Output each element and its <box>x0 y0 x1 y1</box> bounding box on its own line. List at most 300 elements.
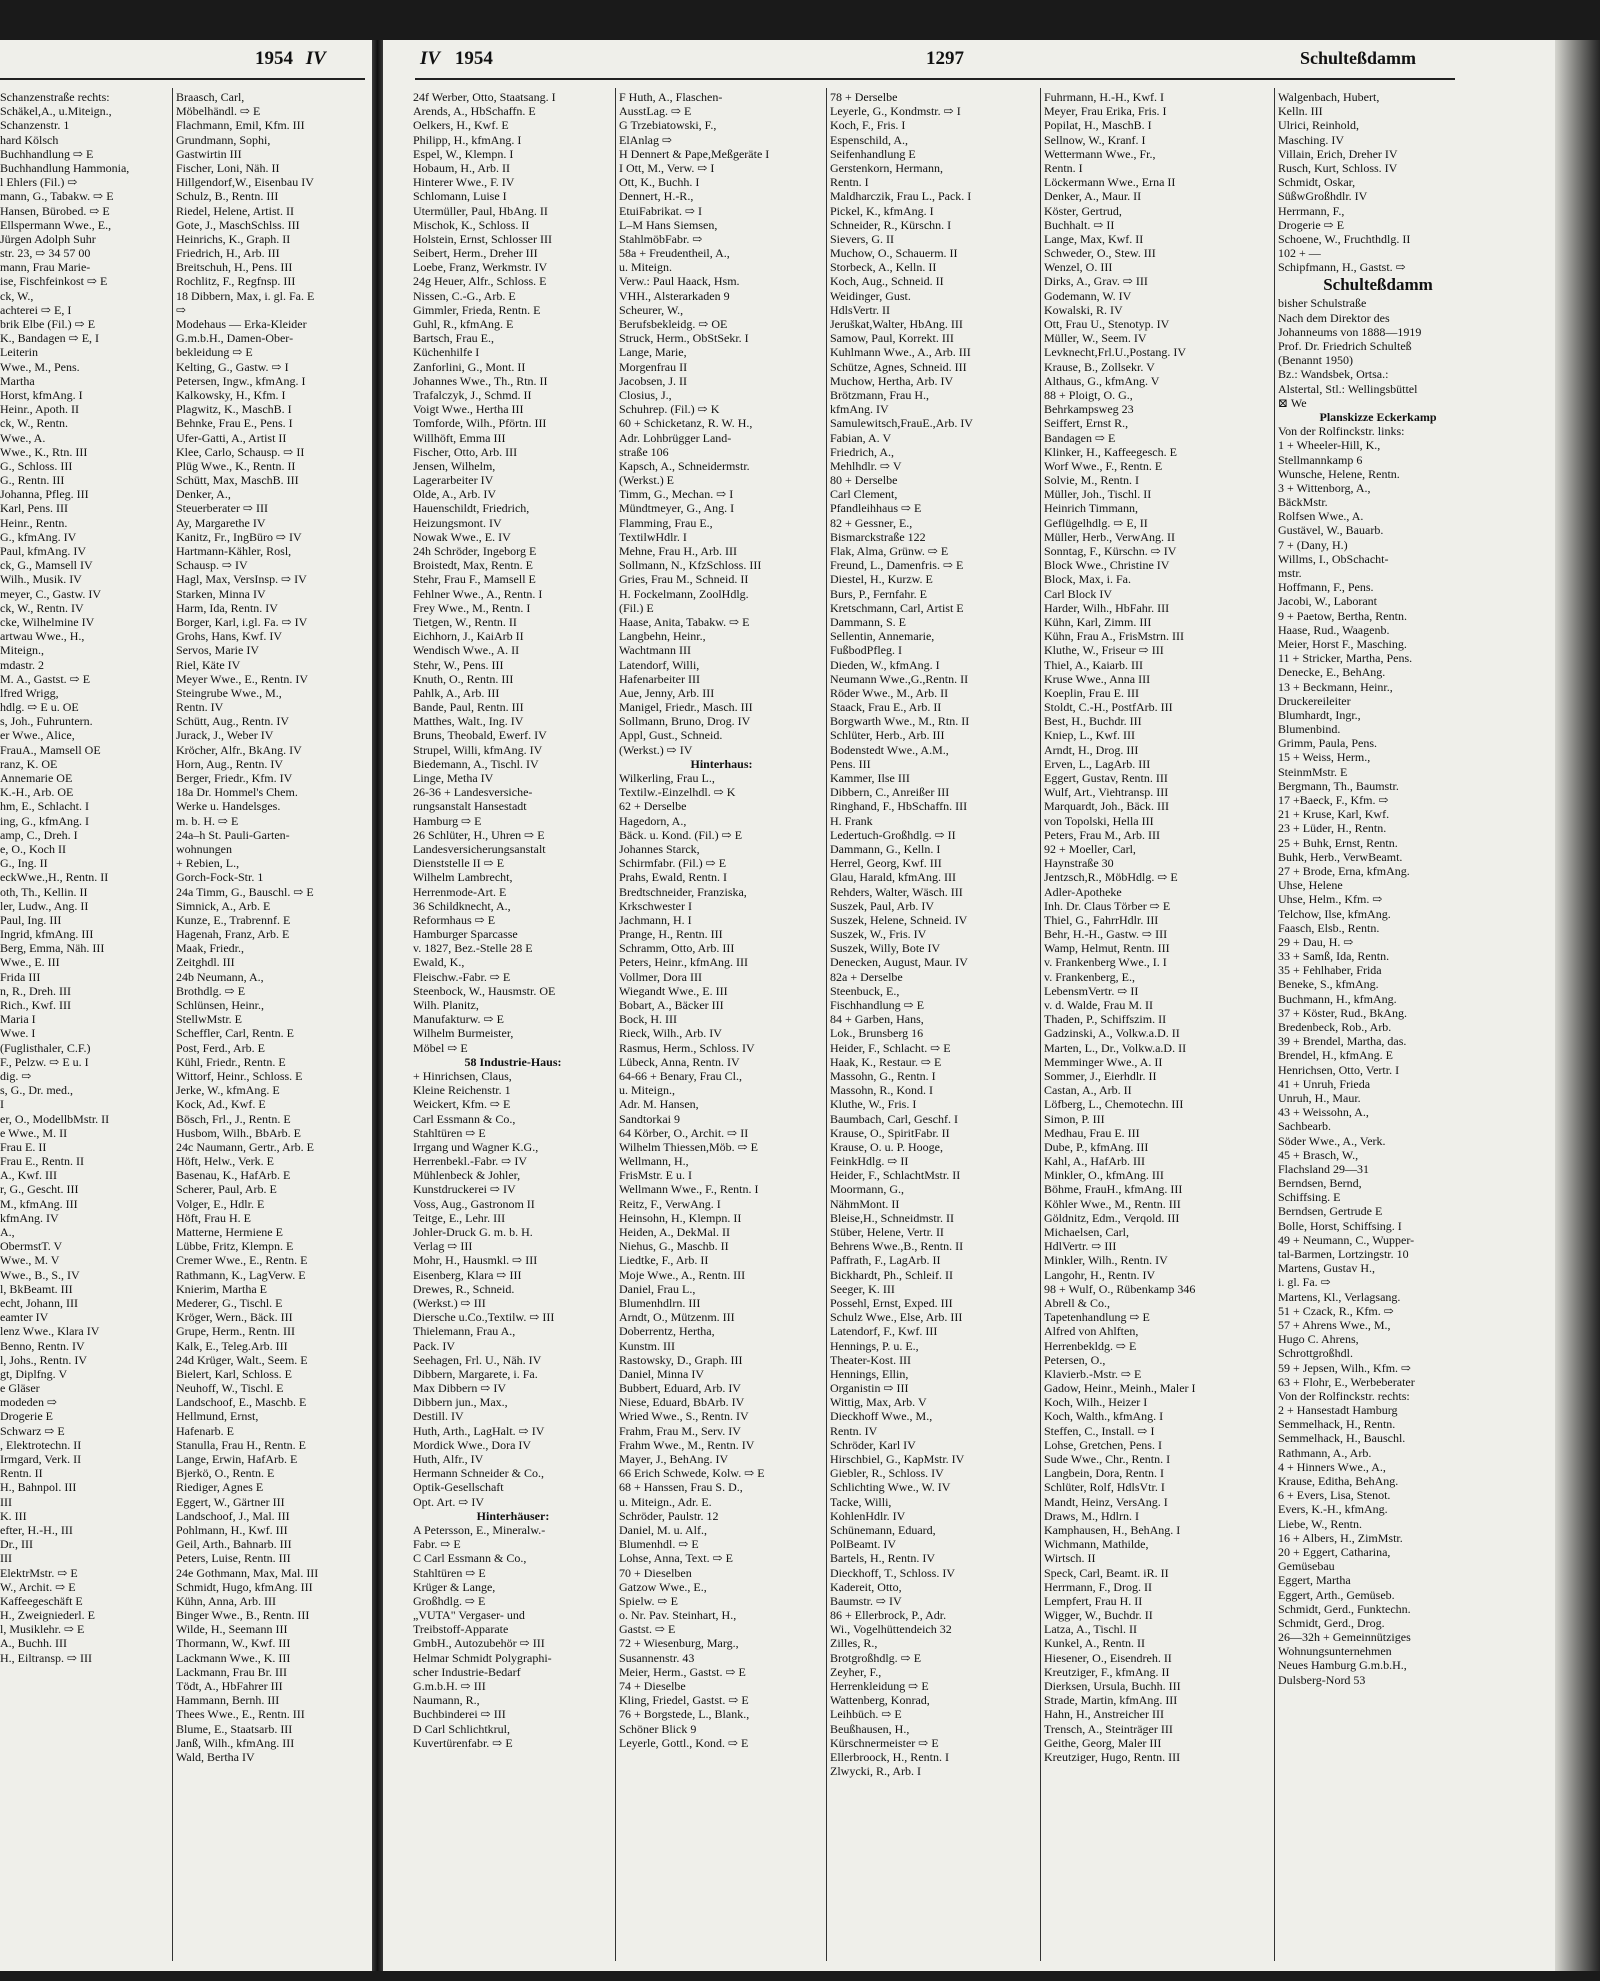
directory-entry: Gadow, Heinr., Meinh., Maler I <box>1044 1381 1196 1396</box>
directory-entry: Levknecht,Frl.U.,Postang. IV <box>1044 345 1186 360</box>
directory-entry: 41 + Unruh, Frieda <box>1278 1076 1371 1091</box>
directory-entry: eamter IV <box>0 1310 49 1325</box>
directory-entry: s, Joh., Fuhruntern. <box>0 714 93 729</box>
directory-entry: Tapetenhandlung ⇨ E <box>1044 1310 1150 1325</box>
directory-entry: Karl, Pens. III <box>0 501 68 516</box>
directory-entry: Marten, L., Dr., Volkw.a.D. II <box>1044 1040 1187 1055</box>
directory-entry: Meier, Herm., Gastst. ⇨ E <box>619 1664 746 1679</box>
directory-entry: Schöner Blick 9 <box>619 1721 697 1736</box>
directory-entry: s, G., Dr. med., <box>0 1083 73 1098</box>
directory-entry: Wilhelm Lambrecht, <box>413 870 513 885</box>
directory-entry: Wilh. Planitz, <box>413 998 479 1012</box>
directory-entry: Teitge, E., Lehr. III <box>413 1210 506 1225</box>
directory-entry: Kleine Reichenstr. 1 <box>413 1083 511 1098</box>
directory-entry: Friedrich, H., Arb. III <box>176 246 280 261</box>
directory-entry: Muchow, O., Schauerm. II <box>830 246 958 261</box>
directory-entry: Tomforde, Wilh., Pförtn. III <box>413 416 547 431</box>
directory-entry: Werke u. Handelsges. <box>176 799 281 814</box>
directory-entry: 64-66 + Benary, Frau Cl., <box>619 1068 742 1083</box>
directory-entry: 24e Gothmann, Max, Mal. III <box>176 1565 319 1580</box>
directory-entry: Tödt, A., HbFahrer III <box>176 1679 283 1693</box>
directory-entry: Latendorf, F., Kwf. III <box>830 1324 938 1339</box>
section-heading: Hinterhaus: <box>690 756 753 771</box>
directory-entry: Thiel, A., Kaiarb. III <box>1044 657 1143 672</box>
directory-entry: Kapsch, A., Schneidermstr. <box>619 458 750 473</box>
directory-entry: A., <box>0 1225 15 1239</box>
directory-entry: Wunsche, Helene, Rentn. <box>1278 466 1400 481</box>
directory-entry: Ott, K., Buchh. I <box>619 175 700 190</box>
directory-entry: Krüger & Lange, <box>413 1579 496 1594</box>
directory-entry: Lange, Marie, <box>619 345 687 360</box>
directory-entry: Knuth, O., Rentn. III <box>413 671 514 686</box>
directory-entry: Wi., Vogelhüttendeich 32 <box>830 1622 952 1637</box>
directory-entry: 62 + Derselbe <box>619 799 687 814</box>
directory-entry: Sellentin, Annemarie, <box>830 629 935 644</box>
directory-entry: Liebe, W., Rentn. <box>1278 1516 1362 1531</box>
directory-entry: 24d Krüger, Walt., Seem. E <box>176 1352 308 1367</box>
directory-entry: Schanzenstr. 1 <box>0 118 70 133</box>
directory-entry: Sollmann, N., KfzSchloss. III <box>619 558 762 573</box>
directory-entry: Servos, Marie IV <box>176 643 259 658</box>
directory-entry: Erven, L., LagArb. III <box>1044 756 1151 771</box>
directory-entry: Jacobi, W., Laborant <box>1278 594 1377 609</box>
directory-entry: Wittorf, Heinr., Schloss. E <box>176 1068 303 1083</box>
directory-entry: HdlVertr. ⇨ III <box>1044 1239 1117 1254</box>
directory-entry: Jerke, W., kfmAng. E <box>176 1083 280 1098</box>
directory-entry: (Werkst.) ⇨ III <box>413 1295 486 1310</box>
directory-entry: Seiffert, Ernst R., <box>1044 416 1129 431</box>
directory-entry: 24g Heuer, Alfr., Schloss. E <box>413 274 547 289</box>
directory-entry: Riel, Käte IV <box>176 657 241 672</box>
directory-entry: Pfandleihhaus ⇨ E <box>830 501 922 516</box>
directory-entry: NähmMont. II <box>830 1196 900 1211</box>
directory-entry: 43 + Weissohn, A., <box>1278 1105 1369 1120</box>
directory-entry: Herrmann, F., <box>1278 203 1345 218</box>
directory-entry: Möbelhändl. ⇨ E <box>176 104 261 119</box>
directory-entry: Wachtmann III <box>619 643 691 658</box>
directory-entry: Kalkowsky, H., Kfm. I <box>176 387 286 402</box>
directory-entry: Ufer-Gatti, A., Artist II <box>176 430 287 445</box>
directory-entry: Carl Clement, <box>830 487 898 502</box>
directory-entry: l Ehlers (Fil.) ⇨ <box>0 175 78 190</box>
directory-entry: Helmar Schmidt Polygraphi- <box>413 1650 552 1665</box>
directory-entry: hard Kölsch <box>0 132 59 147</box>
directory-entry: Stellmannkamp 6 <box>1278 452 1363 467</box>
directory-entry: Jentzsch,R., MöbHdlg. ⇨ E <box>1044 870 1178 885</box>
directory-entry: Johanneums von 1888—1919 <box>1278 324 1422 339</box>
directory-entry: Pack. IV <box>413 1338 455 1353</box>
directory-entry: Leihbüch. ⇨ E <box>830 1707 902 1722</box>
directory-entry: Dirks, A., Grav. ⇨ III <box>1044 274 1148 289</box>
directory-entry: Stüber, Helene, Vertr. II <box>830 1225 944 1239</box>
directory-entry: Dieckhoff, T., Schloss. IV <box>830 1565 955 1580</box>
directory-entry: ObermstT. V <box>0 1239 63 1254</box>
directory-entry: Hobaum, H., Arb. II <box>413 160 510 175</box>
directory-entry: Fabian, A. V <box>830 430 892 445</box>
column-divider <box>826 88 827 1961</box>
directory-entry: ElektrMstr. ⇨ E <box>0 1565 78 1580</box>
directory-entry: Latza, A., Tischl. II <box>1044 1622 1137 1637</box>
directory-entry: Hansen, Bürobed. ⇨ E <box>0 203 110 218</box>
directory-entry: Röder Wwe., M., Arb. II <box>830 685 949 700</box>
directory-entry: er Wwe., Alice, <box>0 728 75 743</box>
directory-entry: Behrens Wwe.,B., Rentn. II <box>830 1239 964 1254</box>
directory-entry: 45 + Brasch, W., <box>1278 1147 1359 1162</box>
directory-entry: u. Miteign., <box>619 1083 675 1098</box>
directory-entry: Grupe, Herm., Rentn. III <box>176 1324 295 1339</box>
directory-entry: cke, Wilhelmine IV <box>0 614 95 629</box>
directory-entry: Daniel, M. u. Alf., <box>619 1522 707 1537</box>
directory-entry: Biedemann, A., Tischl. IV <box>413 756 539 771</box>
directory-entry: 26 Schlüter, H., Uhren ⇨ E <box>413 827 545 842</box>
directory-entry: H., Eiltransp. ⇨ III <box>0 1650 93 1665</box>
directory-entry: Langbehn, Heinr., <box>619 629 706 644</box>
directory-entry: Telchow, Ilse, kfmAng. <box>1278 906 1391 921</box>
directory-entry: Wwe., M., Pens. <box>0 359 80 374</box>
directory-entry: Fischhandlung ⇨ E <box>830 998 925 1012</box>
directory-entry: o. Nr. Pav. Steinhart, H., <box>619 1608 737 1623</box>
directory-entry: Herrenbekl.-Fabr. ⇨ IV <box>413 1154 528 1169</box>
directory-entry: Schlünsen, Heinr., <box>176 998 264 1012</box>
directory-entry: H., Zweigniederl. E <box>0 1608 95 1623</box>
directory-entry: Hamburger Sparcasse <box>413 927 518 942</box>
directory-entry: Medhau, Frau E. III <box>1044 1125 1140 1140</box>
directory-entry: Göldnitz, Edm., Verqold. III <box>1044 1210 1180 1225</box>
directory-entry: Klavierb.-Mstr. ⇨ E <box>1044 1366 1142 1381</box>
directory-entry: Tacke, Willi, <box>830 1494 892 1509</box>
directory-entry: Baumbach, Carl, Geschf. I <box>830 1111 958 1126</box>
directory-entry: Lempfert, Frau H. II <box>1044 1593 1143 1608</box>
directory-entry: Bock, H. III <box>619 1012 677 1027</box>
directory-entry: Klinker, H., Kaffeegesch. E <box>1044 444 1177 459</box>
directory-entry: 102 + — <box>1278 246 1321 261</box>
directory-entry: Leyerle, Gottl., Kond. ⇨ E <box>619 1735 749 1750</box>
directory-entry: Diestel, H., Kurzw. E <box>830 572 933 587</box>
directory-entry: Fabr. ⇨ E <box>413 1537 461 1552</box>
directory-entry: Kadereit, Otto, <box>830 1579 902 1594</box>
directory-entry: hdlg. ⇨ E u. OE <box>0 700 79 715</box>
directory-entry: Horst, kfmAng. I <box>0 387 83 402</box>
directory-entry: Alstertal, Stl.: Wellingsbüttel <box>1278 381 1418 396</box>
directory-entry: Langbein, Dora, Rentn. I <box>1044 1466 1164 1481</box>
directory-entry: Schiffsing. E <box>1278 1190 1341 1205</box>
directory-entry: Mordick Wwe., Dora IV <box>413 1437 532 1452</box>
directory-entry: Blumenhdlrn. III <box>619 1295 701 1310</box>
directory-entry: l, Musiklehr. ⇨ E <box>0 1622 85 1637</box>
directory-entry: Kunze, E., Trabrennf. E <box>176 912 291 927</box>
directory-entry: Krause, Editha, BehAng. <box>1278 1474 1399 1488</box>
directory-entry: LebensmVertr. ⇨ II <box>1044 983 1139 998</box>
directory-entry: Wellmann Wwe., F., Rentn. I <box>619 1182 759 1197</box>
directory-entry: Prof. Dr. Friedrich Schulteß <box>1278 339 1412 353</box>
directory-entry: Küchenhilfe I <box>413 345 480 360</box>
directory-entry: 24f Werber, Otto, Staatsang. I <box>413 90 556 104</box>
directory-entry: 2 + Hansestadt Hamburg <box>1278 1403 1398 1418</box>
directory-entry: Sellnow, W., Kranf. I <box>1044 132 1146 147</box>
directory-entry: 86 + Ellerbrock, P., Adr. <box>830 1608 947 1623</box>
directory-entry: VHH., Alsterarkaden 9 <box>619 288 730 303</box>
directory-entry: Koch, Aug., Schneid. II <box>830 274 944 289</box>
directory-entry: 24b Neumann, A., <box>176 969 264 984</box>
page-number: 1297 <box>926 48 964 69</box>
directory-entry: Paul, kfmAng. IV <box>0 544 86 558</box>
directory-entry: Zlwycki, R., Arb. I <box>830 1764 921 1779</box>
directory-entry: Max Dibbern ⇨ IV <box>413 1381 507 1396</box>
directory-entry: KohlenHdlr. IV <box>830 1508 906 1523</box>
directory-entry: 37 + Köster, Rud., BkAng. <box>1278 1005 1407 1020</box>
directory-entry: Kuvertürenfabr. ⇨ E <box>413 1735 513 1750</box>
directory-entry: Philipp, H., kfmAng. I <box>413 132 522 147</box>
directory-entry: (Fil.) E <box>619 600 654 615</box>
directory-entry: Schütt, Max, MaschB. III <box>176 473 299 488</box>
directory-entry: Pens. III <box>830 756 871 771</box>
directory-entry: Pahlk, A., Arb. III <box>413 685 500 700</box>
directory-entry: Jachmann, H. I <box>619 912 692 927</box>
directory-entry: Mühlenbeck & Johler, <box>413 1168 521 1183</box>
directory-entry: Kelln. III <box>1278 104 1323 119</box>
directory-entry: Bleise,H., Schneidmstr. II <box>830 1210 954 1225</box>
directory-entry: Hagedorn, A., <box>619 813 687 828</box>
directory-entry: v. Frankenberg, E., <box>1044 969 1135 984</box>
directory-entry: oth, Th., Kellin. II <box>0 884 88 899</box>
directory-entry: Wried Wwe., S., Rentn. IV <box>619 1409 749 1424</box>
directory-entry: K., Bandagen ⇨ E, I <box>0 331 100 346</box>
directory-entry: Trafalczyk, J., Schmd. II <box>413 387 532 402</box>
directory-entry: Böhme, FrauH., kfmAng. III <box>1044 1182 1183 1197</box>
directory-entry: n, R., Dreh. III <box>0 983 71 998</box>
directory-entry: Langohr, H., Rentn. IV <box>1044 1267 1156 1282</box>
directory-entry: Kalk, E., Teleg.Arb. III <box>176 1338 288 1353</box>
directory-entry: Janß, Wilh., kfmAng. III <box>176 1735 295 1750</box>
directory-entry: Kreutziger, F., kfmAng. II <box>1044 1664 1170 1679</box>
directory-entry: Trensch, A., Steinträger III <box>1044 1721 1173 1736</box>
directory-entry: v. 1827, Bez.-Stelle 28 E <box>413 941 533 956</box>
directory-entry: Struck, Herm., ObStSekr. I <box>619 331 749 346</box>
directory-entry: Bjerkö, O., Rentn. E <box>176 1466 275 1481</box>
directory-entry: Eggert, Arth., Gemüseb. <box>1278 1587 1395 1602</box>
directory-entry: Müller, Joh., Tischl. II <box>1044 487 1152 502</box>
directory-entry: G., Rentn. III <box>0 473 65 488</box>
directory-entry: Schanzenstraße rechts: <box>0 90 110 104</box>
directory-entry: Drewes, R., Schneid. <box>413 1281 515 1296</box>
directory-entry: Ewald, K., <box>413 955 465 970</box>
directory-entry: Schausp. ⇨ IV <box>176 558 248 573</box>
directory-entry: Möbel ⇨ E <box>413 1040 468 1055</box>
directory-entry: Scheurer, W., <box>619 302 684 317</box>
directory-entry: Söder Wwe., A., Verk. <box>1278 1133 1386 1148</box>
directory-entry: Dibbern, C., Anreißer III <box>830 785 950 800</box>
directory-entry: Wwe., K., Rtn. III <box>0 444 88 459</box>
directory-entry: Schwarz ⇨ E <box>0 1423 65 1438</box>
directory-entry: Peters, Luise, Rentn. III <box>176 1551 291 1566</box>
directory-entry: Suszek, W., Fris. IV <box>830 927 927 942</box>
directory-entry: Dibbern jun., Max., <box>413 1395 508 1410</box>
directory-entry: Schmidt, Hugo, kfmAng. III <box>176 1579 313 1594</box>
directory-entry: Mohr, H., Hausmkl. ⇨ III <box>413 1253 538 1268</box>
directory-entry: Binger Wwe., B., Rentn. III <box>176 1608 310 1623</box>
directory-entry: Hahn, H., Anstreicher III <box>1044 1707 1164 1722</box>
directory-entry: Kahl, A., HafArb. III <box>1044 1154 1145 1169</box>
directory-entry: StellwMstr. E <box>176 1012 243 1027</box>
directory-entry: 18a Dr. Hommel's Chem. <box>176 785 298 800</box>
directory-entry: M. A., Gastst. ⇨ E <box>0 671 91 686</box>
directory-entry: Mayer, J., BehAng. IV <box>619 1452 729 1466</box>
directory-entry: Johler-Druck G. m. b. H. <box>413 1225 533 1239</box>
directory-entry: Wilh., Musik. IV <box>0 572 82 587</box>
directory-entry: Eisenberg, Klara ⇨ III <box>413 1267 522 1282</box>
directory-entry: Olde, A., Arb. IV <box>413 487 496 502</box>
directory-entry: Haase, Anita, Tabakw. ⇨ E <box>619 614 750 629</box>
directory-entry: SteinmMstr. E <box>1278 764 1348 779</box>
directory-entry: Heinrichs, K., Graph. II <box>176 231 291 246</box>
directory-entry: Eggert, W., Gärtner III <box>176 1494 285 1509</box>
directory-entry: Herrenbekldg. ⇨ E <box>1044 1338 1137 1353</box>
directory-entry: Wilde, H., Seemann III <box>176 1622 288 1637</box>
directory-entry: Hafenarb. E <box>176 1423 234 1438</box>
directory-entry: Huth, Alfr., IV <box>413 1452 484 1466</box>
directory-entry: Kelting, G., Gastw. ⇨ I <box>176 359 289 374</box>
directory-entry: C Carl Essmann & Co., <box>413 1551 527 1566</box>
directory-entry: Geil, Arth., Bahnarb. III <box>176 1537 292 1552</box>
directory-entry: Linge, Metha IV <box>413 771 494 785</box>
directory-entry: Pohlmann, H., Kwf. III <box>176 1522 288 1537</box>
directory-entry: Thormann, W., Kwf. III <box>176 1636 291 1651</box>
directory-entry: e, O., Koch II <box>0 841 66 856</box>
directory-entry: Jürgen Adolph Suhr <box>0 231 96 246</box>
directory-entry: Landesversicherungsanstalt <box>413 841 546 856</box>
directory-entry: (Benannt 1950) <box>1278 353 1353 368</box>
directory-entry: Schlomann, Luise I <box>413 189 507 204</box>
directory-entry: Manigel, Friedr., Masch. III <box>619 700 753 715</box>
directory-entry: EtuiFabrikat. ⇨ I <box>619 203 703 218</box>
directory-entry: Adr. Lohbrügger Land- <box>619 430 732 445</box>
directory-entry: l, BkBeamt. III <box>0 1281 73 1296</box>
directory-entry: 57 + Ahrens Wwe., M., <box>1278 1317 1391 1332</box>
directory-entry: Basenau, K., HafArb. E <box>176 1168 291 1183</box>
directory-entry: Hellmund, Ernst, <box>176 1409 259 1424</box>
directory-entry: Matthes, Walt., Ing. IV <box>413 714 524 729</box>
directory-entry: Best, H., Buchdr. III <box>1044 714 1142 729</box>
directory-entry: Stahltüren ⇨ E <box>413 1565 486 1580</box>
directory-entry: Lackmann Wwe., K. III <box>176 1650 291 1665</box>
directory-entry: + Rebien, L., <box>176 856 240 871</box>
directory-entry: Hermann Schneider & Co., <box>413 1466 544 1481</box>
directory-entry: Evers, K.-H., kfmAng. <box>1278 1502 1388 1517</box>
directory-entry: Ledertuch-Großhdlg. ⇨ II <box>830 827 956 842</box>
directory-entry: Optik-Gesellschaft <box>413 1480 504 1495</box>
directory-entry: H., Bahnpol. III <box>0 1480 77 1495</box>
directory-entry: Hinterer Wwe., F. IV <box>413 175 515 190</box>
directory-entry: Zeitghdl. III <box>176 955 235 970</box>
right-header-rule <box>415 78 1455 80</box>
directory-entry: Schoene, W., Fruchthdlg. II <box>1278 231 1411 246</box>
directory-entry: lenz Wwe., Klara IV <box>0 1324 100 1339</box>
directory-entry: Behnke, Frau E., Pens. I <box>176 416 293 431</box>
directory-entry: Rastowsky, D., Graph. III <box>619 1352 743 1367</box>
directory-entry: Bz.: Wandsbek, Ortsa.: <box>1278 367 1389 382</box>
directory-entry: Ulrici, Reinhold, <box>1278 118 1359 133</box>
directory-entry: 15 + Weiss, Herm., <box>1278 750 1371 765</box>
directory-entry: StahlmöbFabr. ⇨ <box>619 231 703 246</box>
directory-entry: Textilw.-Einzelhdl. ⇨ K <box>619 785 736 800</box>
directory-entry: Vollmer, Dora III <box>619 969 702 984</box>
directory-entry: 64 Körber, O., Archit. ⇨ II <box>619 1125 749 1140</box>
directory-entry: Müller, W., Seem. IV <box>1044 331 1147 346</box>
directory-entry: Baumstr. ⇨ IV <box>830 1593 902 1608</box>
directory-entry: Höft, Helw., Verk. E <box>176 1154 274 1169</box>
directory-entry: Kretschmann, Carl, Artist E <box>830 600 964 615</box>
directory-entry: 70 + Dieselben <box>619 1565 692 1580</box>
directory-entry: Matterne, Hermiene E <box>176 1225 283 1239</box>
directory-entry: Rentn. IV <box>830 1423 878 1438</box>
directory-entry: Staack, Frau E., Arb. II <box>830 700 942 715</box>
directory-entry: 60 + Schicketanz, R. W. H., <box>619 416 753 431</box>
directory-entry: Freund, L., Damenfris. ⇨ E <box>830 558 964 573</box>
directory-entry: + Hinrichsen, Claus, <box>413 1068 512 1083</box>
directory-entry: 24h Schröder, Ingeborg E <box>413 544 537 558</box>
directory-entry: Frey Wwe., M., Rentn. I <box>413 600 531 615</box>
directory-entry: Reformhaus ⇨ E <box>413 912 496 927</box>
directory-entry: Frau E. II <box>0 1139 47 1154</box>
directory-entry: Stehr, Frau F., Mamsell E <box>413 572 536 587</box>
directory-entry: Krause, B., Zollsekr. V <box>1044 359 1155 374</box>
directory-entry: gt, Diplfng. V <box>0 1366 68 1381</box>
directory-entry: 24a Timm, G., Bauschl. ⇨ E <box>176 884 314 899</box>
directory-entry: Flamming, Frau E., <box>619 515 713 530</box>
directory-entry: Bolle, Horst, Schiffsing. I <box>1278 1218 1402 1233</box>
directory-entry: K. III <box>0 1508 27 1523</box>
directory-entry: Burs, P., Fernfahr. E <box>830 586 927 601</box>
directory-entry: Stehr, W., Pens. III <box>413 657 504 672</box>
directory-entry: Steenbock, W., Hausmstr. OE <box>413 983 556 998</box>
directory-entry: Peters, Frau M., Arb. III <box>1044 827 1160 842</box>
directory-entry: achterei ⇨ E, I <box>0 302 72 317</box>
directory-entry: Heinsohn, H., Klempn. II <box>619 1210 742 1225</box>
directory-entry: Kluthe, W., Friseur ⇨ III <box>1044 643 1164 658</box>
directory-entry: Closius, J., <box>619 387 672 402</box>
directory-entry: Schrottgroßhdl. <box>1278 1346 1353 1361</box>
directory-entry: mstr. <box>1278 566 1302 580</box>
directory-entry: 1 + Wheeler-Hill, K., <box>1278 438 1381 453</box>
directory-entry: HdlsVertr. II <box>830 302 890 317</box>
directory-entry: Treibstoff-Apparate <box>413 1622 509 1637</box>
directory-entry: Rentn. II <box>0 1466 43 1481</box>
directory-entry: Jeruškat,Walter, HbAng. III <box>830 317 963 331</box>
directory-entry: Maak, Friedr., <box>176 941 244 956</box>
directory-entry: Rasmus, Herm., Schloss. IV <box>619 1040 755 1055</box>
directory-entry: Lübeck, Anna, Rentn. IV <box>619 1054 740 1069</box>
directory-entry: Holstein, Ernst, Schlosser III <box>413 231 552 246</box>
directory-entry: Giebler, R., Schloss. IV <box>830 1466 944 1481</box>
directory-entry: Reitz, F., VerwAng. I <box>619 1196 721 1211</box>
directory-entry: Blumenhdl. ⇨ E <box>619 1537 699 1552</box>
directory-entry: Uhse, Helm., Kfm. ⇨ <box>1278 892 1383 907</box>
directory-entry: ck, W., Rentn. IV <box>0 600 84 615</box>
directory-entry: Scherer, Paul, Arb. E <box>176 1182 277 1197</box>
directory-entry: Loebe, Franz, Werkmstr. IV <box>413 260 548 275</box>
directory-entry: Petersen, Ingw., kfmAng. I <box>176 373 306 388</box>
directory-entry: Wettermann Wwe., Fr., <box>1044 146 1156 161</box>
directory-entry: Pickel, K., kfmAng. I <box>830 203 934 218</box>
directory-entry: Haase, Rud., Waagenb. <box>1278 622 1390 637</box>
directory-entry: Wattenberg, Konrad, <box>830 1693 930 1708</box>
directory-entry: Villain, Erich, Dreher IV <box>1278 146 1398 161</box>
directory-entry: Sollmann, Bruno, Drog. IV <box>619 714 751 729</box>
directory-entry: Minkler, O., kfmAng. III <box>1044 1168 1164 1183</box>
directory-entry: Dibbern, Margarete, i. Fa. <box>413 1366 538 1381</box>
directory-entry: Bredenbeck, Rob., Arb. <box>1278 1020 1392 1034</box>
directory-entry: Gadzinski, A., Volkw.a.D. II <box>1044 1026 1180 1041</box>
